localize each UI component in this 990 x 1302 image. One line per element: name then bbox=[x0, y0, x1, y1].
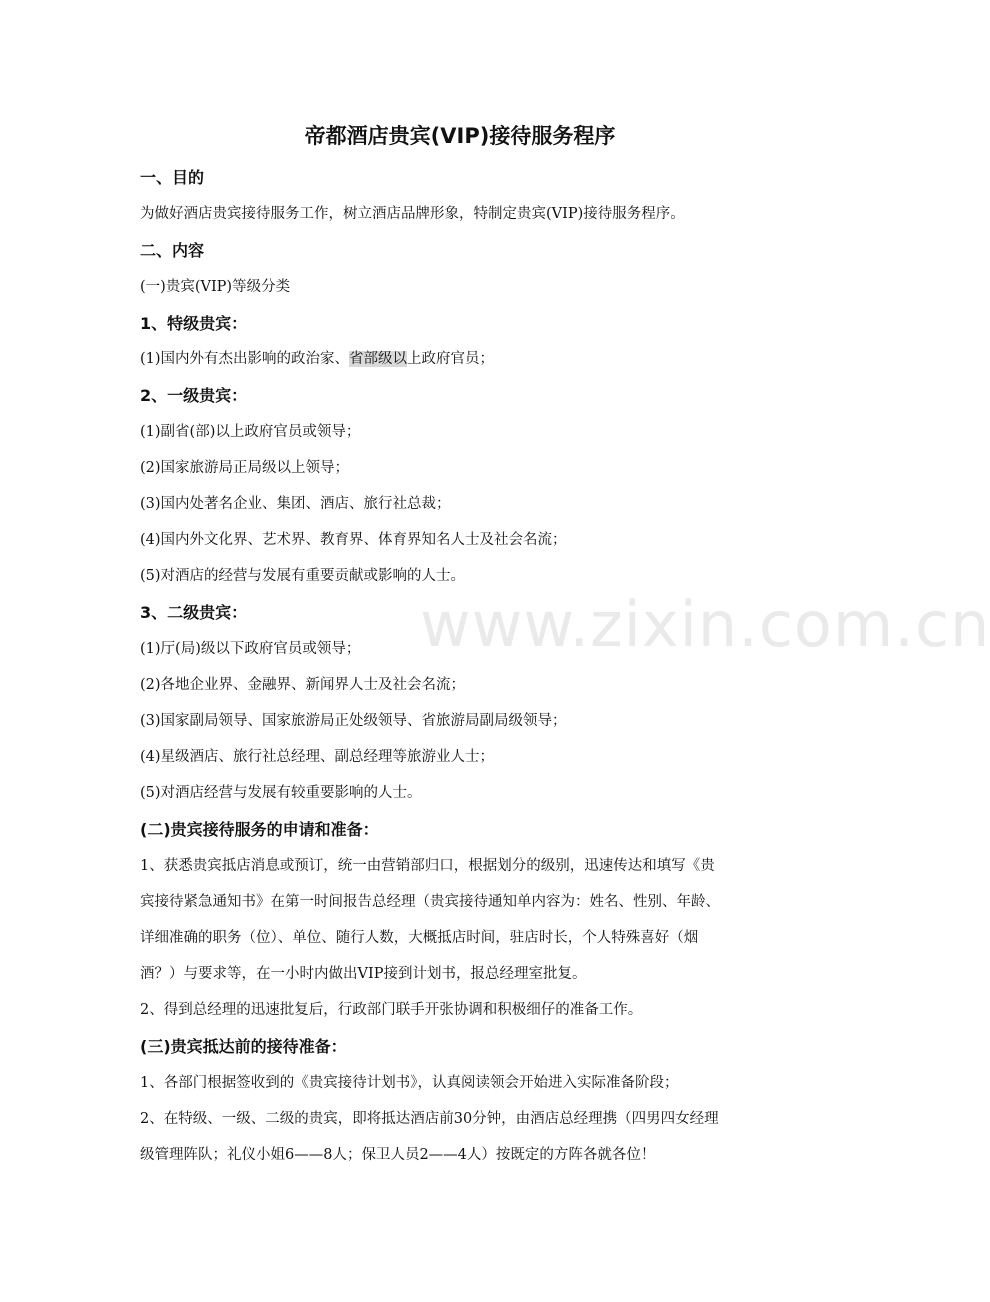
list-item: (1)副省(部)以上政府官员或领导； bbox=[140, 424, 361, 440]
watermark: www.zixin.com.cn bbox=[420, 588, 990, 661]
paragraph-line: 宾接待紧急通知书》在第一时间报告总经理（贵宾接待通知单内容为：姓名、性别、年龄、 bbox=[140, 894, 720, 910]
list-item: (2)各地企业界、金融界、新闻界人士及社会名流； bbox=[140, 677, 466, 693]
paragraph-line: 2、得到总经理的迅速批复后，行政部门联手开张协调和积极细仔的准备工作。 bbox=[140, 1002, 643, 1018]
subsection-vip-classification: (一)贵宾(VIP)等级分类 bbox=[140, 279, 291, 295]
subsection-application-heading: (二)贵宾接待服务的申请和准备： bbox=[140, 820, 379, 839]
purpose-text: 为做好酒店贵宾接待服务工作，树立酒店品牌形象，特制定贵宾(VIP)接待服务程序。 bbox=[140, 206, 685, 222]
list-item: (4)国内外文化界、艺术界、教育界、体育界知名人士及社会名流； bbox=[140, 532, 567, 548]
document-title: 帝都酒店贵宾(VIP)接待服务程序 bbox=[304, 124, 616, 148]
paragraph-line: 2、在特级、一级、二级的贵宾，即将抵达酒店前30分钟，由酒店总经理携（四男四女经理 bbox=[140, 1111, 719, 1127]
highlighted-text: 省部级以 bbox=[349, 351, 408, 367]
level-two-heading: 3、二级贵宾： bbox=[140, 603, 248, 622]
paragraph-line: 1、获悉贵宾抵店消息或预订，统一由营销部归口，根据划分的级别，迅速传达和填写《贵 bbox=[140, 858, 715, 874]
list-item: (4)星级酒店、旅行社总经理、副总经理等旅游业人士； bbox=[140, 749, 495, 765]
paragraph-line: 酒？）与要求等，在一小时内做出VIP接到计划书，报总经理室批复。 bbox=[140, 966, 587, 982]
list-item: (3)国内处著名企业、集团、酒店、旅行社总裁； bbox=[140, 496, 451, 512]
section-heading-purpose: 一、目的 bbox=[140, 168, 205, 187]
section-heading-content: 二、内容 bbox=[140, 241, 205, 260]
level-special-item bbox=[140, 348, 800, 370]
list-item: (3)国家副局领导、国家旅游局正处级领导、省旅游局副局级领导； bbox=[140, 713, 567, 729]
item-text-post: 上政府官员； bbox=[407, 351, 495, 367]
list-item: (2)国家旅游局正局级以上领导； bbox=[140, 460, 350, 476]
level-one-heading: 2、一级贵宾： bbox=[140, 386, 248, 405]
list-item: (1)厅(局)级以下政府官员或领导； bbox=[140, 641, 361, 657]
subsection-preparation-heading: (三)贵宾抵达前的接待准备： bbox=[140, 1037, 347, 1056]
level-special-heading: 1、特级贵宾： bbox=[140, 314, 248, 333]
list-item: (5)对酒店的经营与发展有重要贡献或影响的人士。 bbox=[140, 568, 466, 584]
item-text-pre: (1)国内外有杰出影响的政治家、 bbox=[140, 351, 350, 367]
paragraph-line: 1、各部门根据签收到的《贵宾接待计划书》，认真阅读领会开始进入实际准备阶段； bbox=[140, 1075, 679, 1091]
paragraph-line: 详细准确的职务（位）、单位、随行人数，大概抵店时间，驻店时长，个人特殊喜好（烟 bbox=[140, 930, 699, 946]
paragraph-line: 级管理阵队；礼仪小姐6——8人；保卫人员2——4人）按既定的方阵各就各位！ bbox=[140, 1147, 656, 1163]
list-item: (5)对酒店经营与发展有较重要影响的人士。 bbox=[140, 785, 422, 801]
